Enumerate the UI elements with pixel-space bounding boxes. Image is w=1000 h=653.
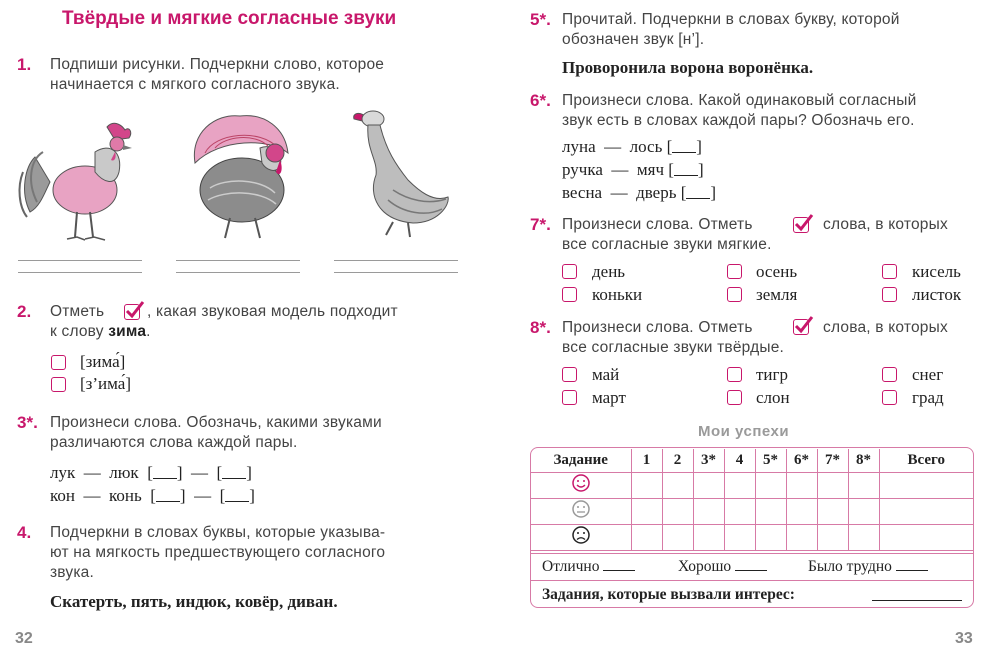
task8-text-a: Произнеси слова. Отметь bbox=[562, 319, 753, 336]
result-cell[interactable] bbox=[848, 524, 879, 550]
answer-line-2a[interactable] bbox=[176, 260, 300, 261]
results-table bbox=[531, 449, 973, 551]
turkey-illustration bbox=[180, 108, 305, 243]
result-cell[interactable] bbox=[724, 498, 755, 524]
task7-checkbox-2[interactable] bbox=[727, 264, 742, 279]
task8-checkbox-6[interactable] bbox=[882, 390, 897, 405]
header-cell: 7* bbox=[817, 449, 848, 472]
task8-text-b: слова, в которых bbox=[823, 319, 948, 336]
task7-line2: все согласные звуки мягкие. bbox=[562, 236, 772, 253]
header-cell: 3* bbox=[693, 449, 724, 472]
result-cell[interactable] bbox=[631, 498, 662, 524]
task3-pair-2: кон — конь [ ] — [ ] bbox=[50, 486, 255, 505]
answer-line-1b[interactable] bbox=[18, 272, 142, 273]
result-cell[interactable] bbox=[817, 498, 848, 524]
task6-pair-3: весна — дверь [ ] bbox=[562, 183, 717, 202]
result-cell[interactable] bbox=[817, 524, 848, 550]
header-cell: 5* bbox=[755, 449, 786, 472]
task5-line2: обозначен звук [н’]. bbox=[562, 31, 705, 48]
result-cell[interactable] bbox=[693, 472, 724, 498]
result-cell[interactable] bbox=[755, 498, 786, 524]
neutral-face-icon bbox=[571, 499, 591, 519]
header-cell-total: Всего bbox=[879, 449, 973, 472]
page-title: Твёрдые и мягкие согласные звуки bbox=[62, 8, 397, 29]
results-row-smile bbox=[531, 472, 973, 498]
result-cell[interactable] bbox=[879, 498, 973, 524]
answer-line-2b[interactable] bbox=[176, 272, 300, 273]
result-cell[interactable] bbox=[631, 472, 662, 498]
result-cell[interactable] bbox=[724, 524, 755, 550]
task1-line2: начинается с мягкого согласного звука. bbox=[50, 76, 340, 93]
header-cell: 1 bbox=[631, 449, 662, 472]
result-cell[interactable] bbox=[662, 498, 693, 524]
task8-word-3: снег bbox=[912, 365, 944, 384]
interest-label: Задания, которые вызвали интерес: bbox=[542, 586, 795, 603]
task7-text-a: Произнеси слова. Отметь bbox=[562, 216, 753, 233]
task7-word-5: земля bbox=[756, 285, 798, 304]
results-divider bbox=[531, 553, 973, 554]
task2-option-1-checkbox[interactable] bbox=[51, 355, 66, 370]
result-cell[interactable] bbox=[662, 472, 693, 498]
results-header-row bbox=[531, 449, 973, 472]
task3-line2: различаются слова каждой пары. bbox=[50, 434, 298, 451]
result-cell[interactable] bbox=[755, 524, 786, 550]
grade-difficult: Было трудно bbox=[808, 558, 928, 576]
result-cell[interactable] bbox=[879, 472, 973, 498]
task8-word-1: май bbox=[592, 365, 620, 384]
task2-option-2: [з’има́] bbox=[80, 374, 131, 393]
goose-illustration bbox=[338, 105, 463, 245]
task7-checkbox-3[interactable] bbox=[882, 264, 897, 279]
checkmark-icon bbox=[124, 304, 140, 320]
task8-line2: все согласные звуки твёрдые. bbox=[562, 339, 785, 356]
task2-text-a: Отметь bbox=[50, 303, 105, 320]
task7-checkbox-1[interactable] bbox=[562, 264, 577, 279]
task6-pair-1: луна — лось [ ] bbox=[562, 137, 702, 156]
task8-word-6: град bbox=[912, 388, 944, 407]
interest-input-line[interactable] bbox=[872, 600, 962, 601]
answer-line-1a[interactable] bbox=[18, 260, 142, 261]
results-row-neutral bbox=[531, 498, 973, 524]
answer-line-3a[interactable] bbox=[334, 260, 458, 261]
task7-word-1: день bbox=[592, 262, 626, 281]
task7-word-6: листок bbox=[912, 285, 962, 304]
task6-line1: Произнеси слова. Какой одинаковый согласный bbox=[562, 92, 917, 109]
task3-pair-1: лук — люк [ ] — [ ] bbox=[50, 463, 252, 482]
result-cell[interactable] bbox=[693, 498, 724, 524]
page-number-left: 32 bbox=[15, 630, 33, 647]
task7-word-4: коньки bbox=[592, 285, 643, 304]
checkmark-icon bbox=[793, 319, 809, 335]
results-title: Мои успехи bbox=[698, 423, 790, 440]
task7-text-b: слова, в которых bbox=[823, 216, 948, 233]
smile-face-icon bbox=[571, 473, 591, 493]
task8-checkbox-5[interactable] bbox=[727, 390, 742, 405]
task8-word-2: тигр bbox=[756, 365, 788, 384]
result-cell[interactable] bbox=[724, 472, 755, 498]
sad-face-icon bbox=[571, 525, 591, 545]
result-cell[interactable] bbox=[786, 472, 817, 498]
result-cell[interactable] bbox=[879, 524, 973, 550]
task4-words: Скатерть, пять, индюк, ковёр, диван. bbox=[50, 592, 338, 611]
task2-number: 2. bbox=[17, 302, 32, 321]
page-number-right: 33 bbox=[955, 630, 973, 647]
task4-line2: ют на мягкость предшествующего согласного bbox=[50, 544, 386, 561]
grade-good: Хорошо bbox=[678, 558, 767, 576]
task8-checkbox-3[interactable] bbox=[882, 367, 897, 382]
result-cell[interactable] bbox=[755, 472, 786, 498]
task5-line1: Прочитай. Подчеркни в словах букву, которой bbox=[562, 11, 900, 28]
task7-checkbox-5[interactable] bbox=[727, 287, 742, 302]
result-cell[interactable] bbox=[631, 524, 662, 550]
task6-number: 6*. bbox=[530, 91, 551, 110]
task6-pair-2: ручка — мяч [ ] bbox=[562, 160, 704, 179]
header-cell: 8* bbox=[848, 449, 879, 472]
task7-word-3: кисель bbox=[912, 262, 961, 281]
task7-number: 7*. bbox=[530, 215, 551, 234]
task7-checkbox-4[interactable] bbox=[562, 287, 577, 302]
task8-word-5: слон bbox=[756, 388, 790, 407]
task3-line1: Произнеси слова. Обозначь, какими звуками bbox=[50, 414, 382, 431]
answer-line-3b[interactable] bbox=[334, 272, 458, 273]
result-cell[interactable] bbox=[662, 524, 693, 550]
result-cell[interactable] bbox=[786, 498, 817, 524]
task8-number: 8*. bbox=[530, 318, 551, 337]
task2-option-2-checkbox[interactable] bbox=[51, 377, 66, 392]
task5-number: 5*. bbox=[530, 10, 551, 29]
result-cell[interactable] bbox=[848, 498, 879, 524]
task2-text-b: , какая звуковая модель подходит bbox=[147, 303, 398, 320]
task6-line2: звук есть в словах каждой пары? Обозначь его. bbox=[562, 112, 915, 129]
task2-line2: к слову зима. bbox=[50, 323, 151, 340]
results-divider-2 bbox=[531, 580, 973, 581]
task7-checkbox-6[interactable] bbox=[882, 287, 897, 302]
header-cell: 4 bbox=[724, 449, 755, 472]
task2-word: зима bbox=[108, 323, 147, 340]
task4-number: 4. bbox=[17, 523, 32, 542]
grade-excellent: Отлично bbox=[542, 558, 635, 576]
result-cell[interactable] bbox=[848, 472, 879, 498]
results-row-sad bbox=[531, 524, 973, 550]
task8-checkbox-4[interactable] bbox=[562, 390, 577, 405]
task8-checkbox-2[interactable] bbox=[727, 367, 742, 382]
result-cell[interactable] bbox=[786, 524, 817, 550]
task1-number: 1. bbox=[17, 55, 32, 74]
task4-line1: Подчеркни в словах буквы, которые указыва- bbox=[50, 524, 386, 541]
header-cell: 2 bbox=[662, 449, 693, 472]
task8-word-4: март bbox=[592, 388, 626, 407]
header-cell-task: Задание bbox=[531, 449, 631, 472]
task2-option-1: [зима́] bbox=[80, 352, 126, 371]
task7-word-2: осень bbox=[756, 262, 798, 281]
rooster-illustration bbox=[15, 112, 140, 247]
header-cell: 6* bbox=[786, 449, 817, 472]
task4-line3: звука. bbox=[50, 564, 94, 581]
result-cell[interactable] bbox=[693, 524, 724, 550]
task8-checkbox-1[interactable] bbox=[562, 367, 577, 382]
task5-sentence: Проворонила ворона воронёнка. bbox=[562, 58, 814, 77]
checkmark-icon bbox=[793, 217, 809, 233]
result-cell[interactable] bbox=[817, 472, 848, 498]
task3-number: 3*. bbox=[17, 413, 38, 432]
task1-line1: Подпиши рисунки. Подчеркни слово, которое bbox=[50, 56, 385, 73]
